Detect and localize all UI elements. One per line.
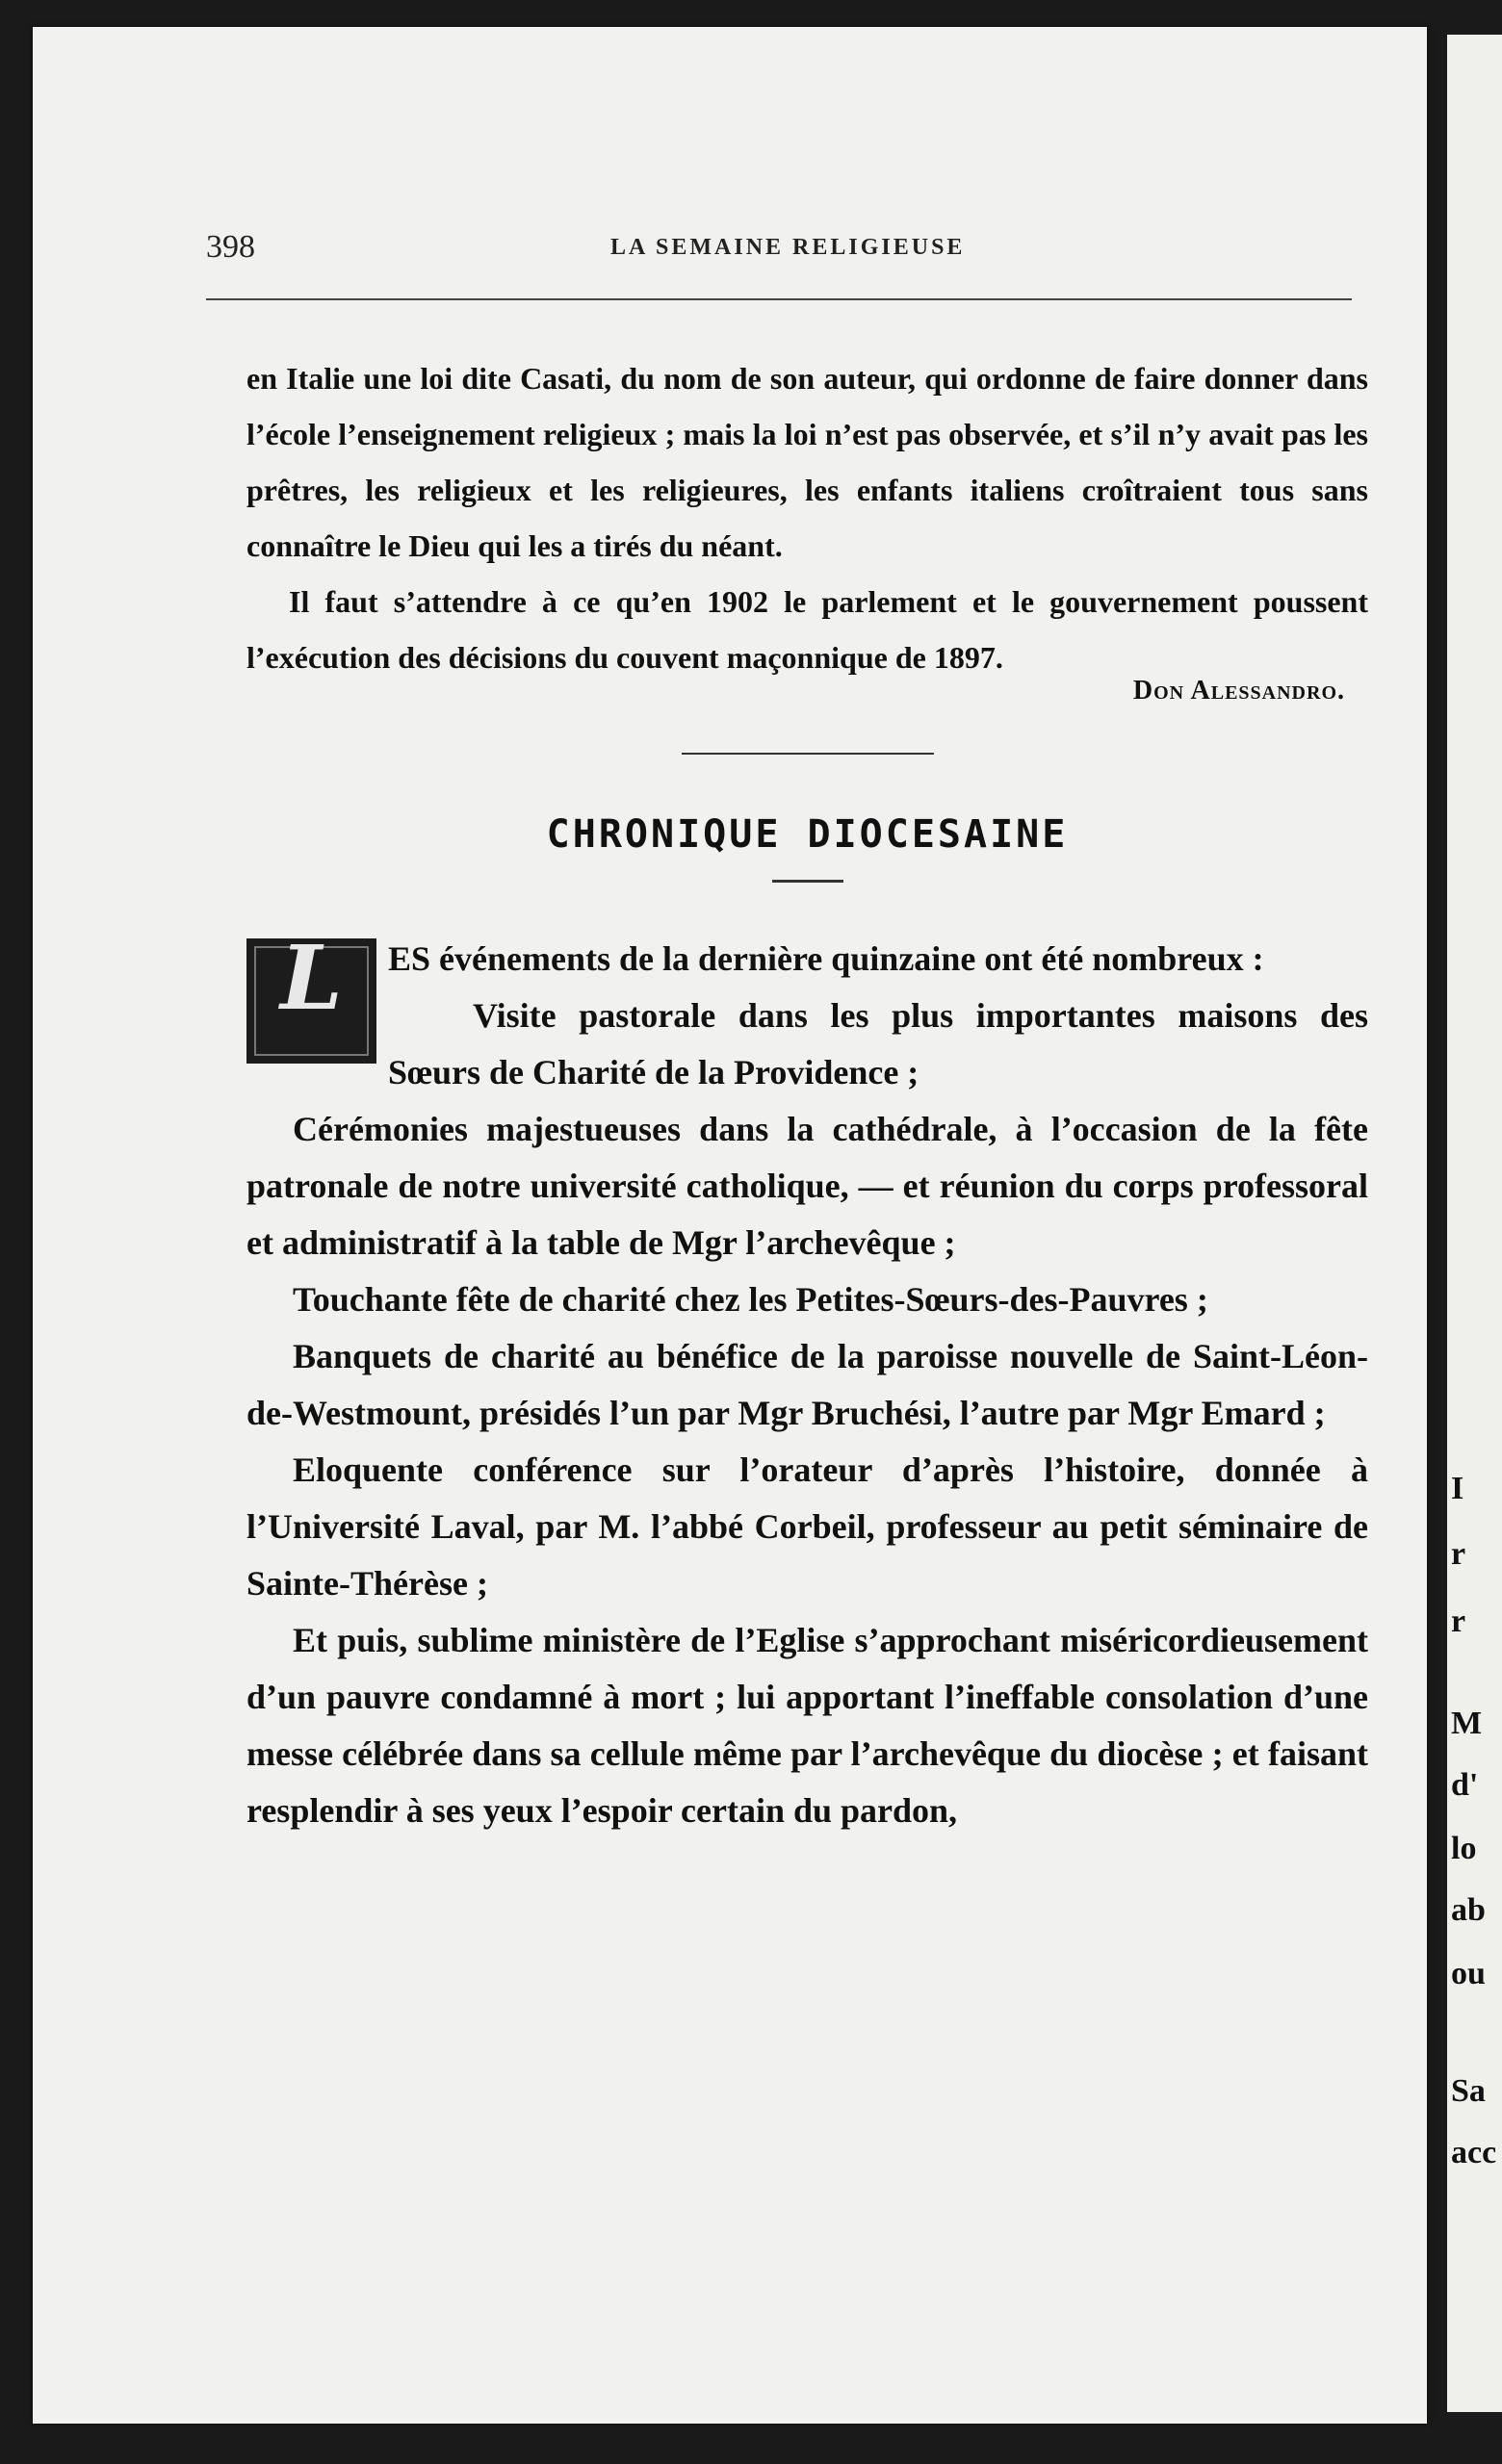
chronique-intro: ES événements de la dernière quinzaine ont été nombreux : (388, 939, 1264, 978)
chronique-body (246, 926, 1368, 1839)
article-paragraph-1: en Italie une loi dite Casati, du nom de son auteur, qui ordonne de faire donner dans l’école l’enseignement religieux ; mais la loi n’est pas observée, et s’il n’y avait pas les prêtres, les religieux et les religieures, les enfants italiens croîtraient tous sans connaître le Dieu qui les a tirés du néant. (246, 361, 1368, 563)
drop-cap-letter: L (280, 926, 343, 1030)
page-body (246, 350, 1368, 1839)
chronique-item-text: Eloquente conférence sur l’orateur d’après l’histoire, donnée à l’Université Laval, par M. l’abbé Corbeil, professeur au petit séminaire de Sainte-Thérèse ; (246, 1450, 1368, 1603)
header-rule (206, 298, 1352, 300)
adjacent-page-fragment: acc (1451, 2135, 1497, 2170)
chronique-item (246, 1101, 1368, 1271)
chronique-item-text: Et puis, sublime ministère de l’Eglise s’approchant miséricordieusement d’un pauvre condamné à mort ; lui apportant l’ineffable consolation d’une messe célébrée dans sa cellule même par l’archevêque du diocèse ; et faisant resplendir à ses yeux l’espoir certain du pardon, (246, 1621, 1368, 1830)
adjacent-page-fragment: r (1451, 1604, 1466, 1639)
adjacent-page-fragment: r (1451, 1536, 1466, 1572)
adjacent-page-fragment: Sa (1451, 2073, 1486, 2109)
chronique-item-text: Banquets de charité au bénéfice de la paroisse nouvelle de Saint-Léon-de-Westmount, présidés l’un par Mgr Bruchési, l’autre par Mgr Emard ; (246, 1337, 1368, 1432)
adjacent-page-fragment: I (1451, 1471, 1464, 1506)
signature: Don Alessandro. (1132, 676, 1345, 706)
adjacent-page-fragment: d' (1451, 1767, 1479, 1803)
chronique-item (246, 1271, 1368, 1328)
adjacent-page-fragment: lo (1451, 1831, 1477, 1866)
chronique-item-text: Cérémonies majestueuses dans la cathédrale, à l’occasion de la fête patronale de notre université catholique, — et réunion du corps professoral et administratif à la table de Mgr l’archevêque ; (246, 1110, 1368, 1262)
adjacent-page-edge (1447, 35, 1502, 2412)
chronique-item-text: Touchante fête de charité chez les Petites-Sœurs-des-Pauvres ; (293, 1280, 1208, 1319)
adjacent-page-fragment: M (1451, 1706, 1483, 1741)
running-head: LA SEMAINE RELIGIEUSE (610, 235, 966, 260)
chronique-item (246, 1328, 1368, 1442)
adjacent-page-fragment: ab (1451, 1892, 1486, 1928)
page-number: 398 (206, 229, 255, 265)
chronique-item (246, 988, 1368, 1101)
title-underline (772, 880, 843, 883)
section-separator (682, 753, 934, 755)
book-page (33, 27, 1427, 2424)
page-header (206, 229, 1348, 277)
adjacent-page-fragment: ou (1451, 1956, 1486, 1991)
chronique-item (246, 1612, 1368, 1839)
chronique-item-text: Visite pastorale dans les plus importantes maisons des Sœurs de Charité de la Providence ; (388, 996, 1368, 1091)
section-title: CHRONIQUE DIOCESAINE (546, 812, 1069, 857)
ornamental-drop-cap (246, 926, 376, 1064)
chronique-item (246, 1442, 1368, 1612)
article-paragraph-2 (246, 574, 1368, 685)
article-paragraph-2-text: Il faut s’attendre à ce qu’en 1902 le parlement et le gouvernement poussent l’exécution des décisions du couvent maçonnique de 1897. (246, 584, 1368, 675)
